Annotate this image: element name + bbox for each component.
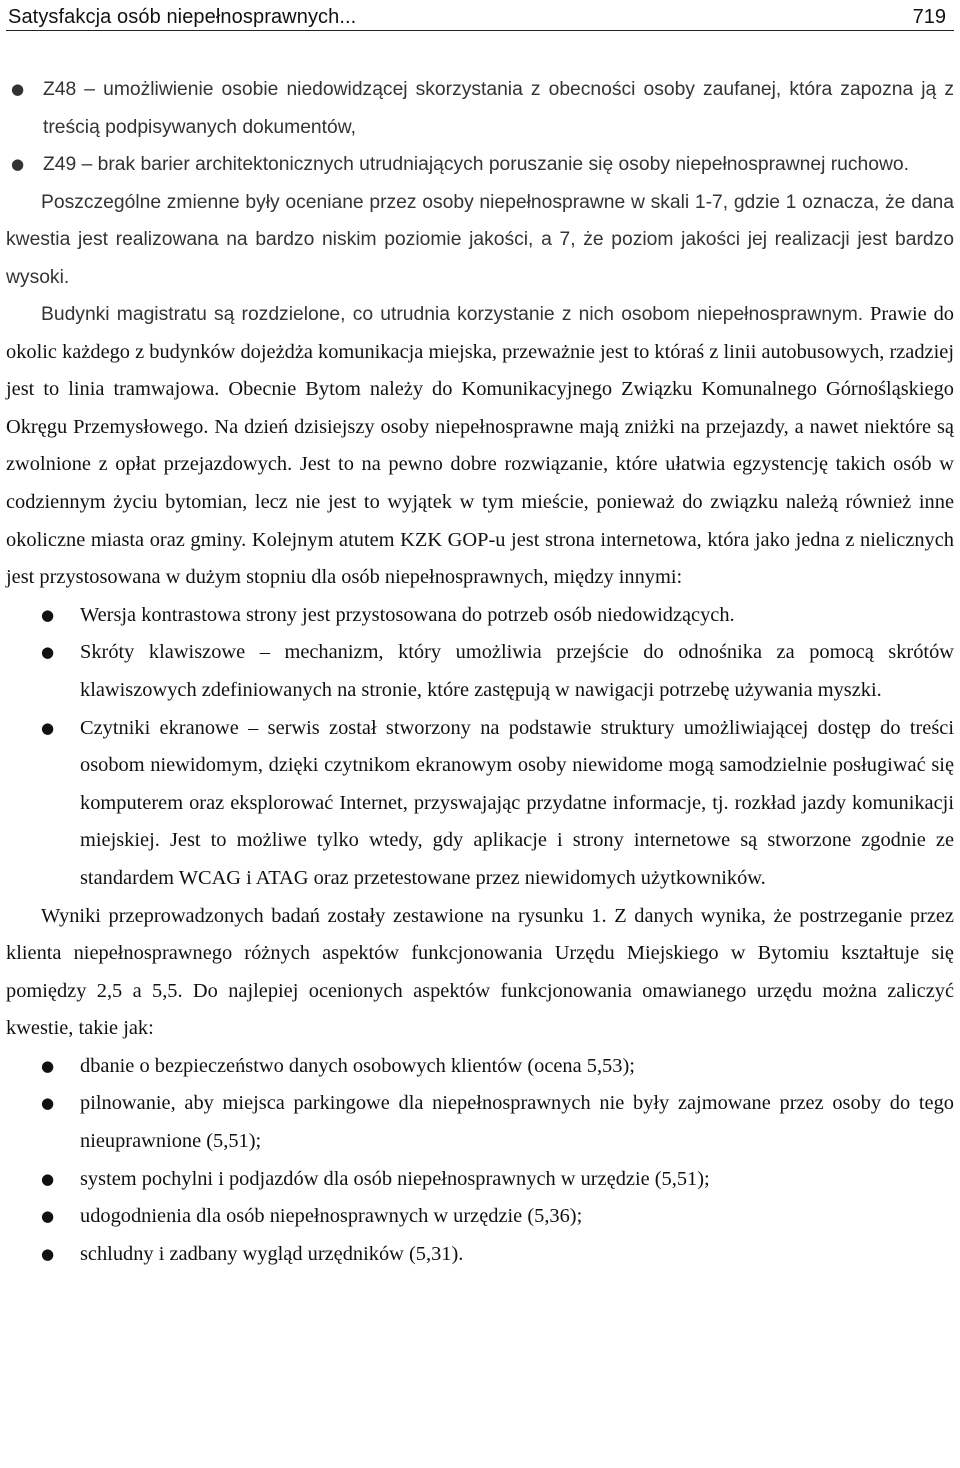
bullet-icon: ● (41, 1169, 55, 1188)
page-number: 719 (912, 6, 946, 28)
list-item (6, 71, 954, 146)
list-item-text: Z48 – umożliwienie osobie niedowidzącej skorzystania z obecności osoby zaufanej, która zapozna ją z treścią podpisywanych dokumentów, (43, 79, 954, 138)
bullet-icon: ● (41, 718, 55, 737)
list-item (6, 146, 954, 184)
list-item-text: Skróty klawiszowe – mechanizm, który umożliwia przejście do odnośnika za pomocą skrótów klawiszowych zdefiniowanych na stronie, które zastępują w nawigacji potrzebę używania myszki. (80, 641, 954, 701)
bullet-icon: ● (41, 1244, 55, 1263)
bullet-icon: ● (41, 605, 55, 624)
criteria-list (6, 71, 954, 184)
best-aspects-list (6, 1048, 954, 1274)
bullet-icon: ● (41, 1056, 55, 1075)
features-list (6, 597, 954, 898)
list-item (6, 1236, 954, 1274)
list-item-text: udogodnienia dla osób niepełnosprawnych w urzędzie (5,36); (80, 1205, 583, 1228)
list-item-text: pilnowanie, aby miejsca parkingowe dla niepełnosprawnych nie były zajmowane przez osoby do tego nieuprawnione (5,51); (80, 1092, 954, 1153)
paragraph-scale: Poszczególne zmienne były oceniane przez osoby niepełnosprawne w skali 1-7, gdzie 1 oznacza, że dana kwestia jest realizowana na bardzo niskim poziomie jakości, a 7, że poziom jakości jej realizacji jest bardzo wysoki. (6, 191, 954, 288)
list-item (6, 1161, 954, 1199)
paragraph-buildings (6, 296, 954, 597)
header-title: Satysfakcja osób niepełnosprawnych... (8, 6, 357, 28)
list-item-text: system pochylni i podjazdów dla osób niepełnosprawnych w urzędzie (5,51); (80, 1167, 710, 1190)
list-item (6, 597, 954, 635)
bullet-icon: ● (11, 155, 25, 173)
list-item (6, 1085, 954, 1160)
bullet-icon: ● (11, 80, 25, 98)
list-item-text: dbanie o bezpieczeństwo danych osobowych klientów (ocena 5,53); (80, 1054, 635, 1077)
bullet-icon: ● (41, 643, 55, 662)
paragraph-results: Wyniki przeprowadzonych badań zostały zestawione na rysunku 1. Z danych wynika, że postrzeganie przez klienta niepełnosprawnego różnych aspektów funkcjonowania Urzędu Miejskiego w Bytomiu kształtuje się pomiędzy 2,5 a 5,5. Do najlepiej ocenionych aspektów funkcjonowania omawianego urzędu można zaliczyć kwestie, takie jak: (6, 904, 954, 1040)
paragraph-buildings-body: Prawie do okolic każdego z budynków dojeżdża komunikacja miejska, przeważnie jest to któraś z linii autobusowych, rzadziej jest to linia tramwajowa. Obecnie Bytom należy do Komunikacyjnego Związku Komunalnego Górnośląskiego Okręgu Przemysłowego. Na dzień dzisiejszy osoby niepełnosprawne mają zniżki na przejazdy, a nawet niektóre są zwolnione z opłat przejazdowych. Jest to na pewno dobre rozwiązanie, które ułatwia egzystencję takich osób w codziennym życiu bytomian, lecz nie jest to wyjątek w tym mieście, ponieważ do związku należą również inne okoliczne miasta oraz gminy. Kolejnym atutem KZK GOP-u jest strona internetowa, która jako jedna z nielicznych jest przystosowana w dużym stopniu dla osób niepełnosprawnych, między innymi: (6, 303, 954, 589)
paragraph-buildings-lead: Budynki magistratu są rozdzielone, co utrudnia korzystanie z nich osobom niepełnosprawnym. (41, 304, 864, 325)
bullet-icon: ● (41, 1207, 55, 1226)
bullet-icon: ● (41, 1094, 55, 1113)
running-header (6, 0, 954, 31)
list-item (6, 634, 954, 709)
list-item (6, 1198, 954, 1236)
list-item-text: Wersja kontrastowa strony jest przystosowana do potrzeb osób niedowidzących. (80, 603, 735, 626)
list-item-text: Czytniki ekranowe – serwis został stworzony na podstawie struktury umożliwiającej dostęp do treści osobom niewidomym, dzięki czytnikom ekranowym osoby niewidome mogą samodzielnie posługiwać się komputerem oraz eksplorować Internet, przyswajając przydatne informacje, tj. rozkład jazdy komunikacji miejskiej. Jest to możliwe tylko wtedy, gdy aplikacje i strony internetowe są stworzone zgodnie ze standardem WCAG i ATAG oraz przetestowane przez niewidomych użytkowników. (80, 716, 954, 889)
list-item (6, 710, 954, 898)
list-item-text: Z49 – brak barier architektonicznych utrudniających poruszanie się osoby niepełnosprawnej ruchowo. (43, 154, 909, 175)
list-item (6, 1048, 954, 1086)
list-item-text: schludny i zadbany wygląd urzędników (5,31). (80, 1242, 464, 1265)
